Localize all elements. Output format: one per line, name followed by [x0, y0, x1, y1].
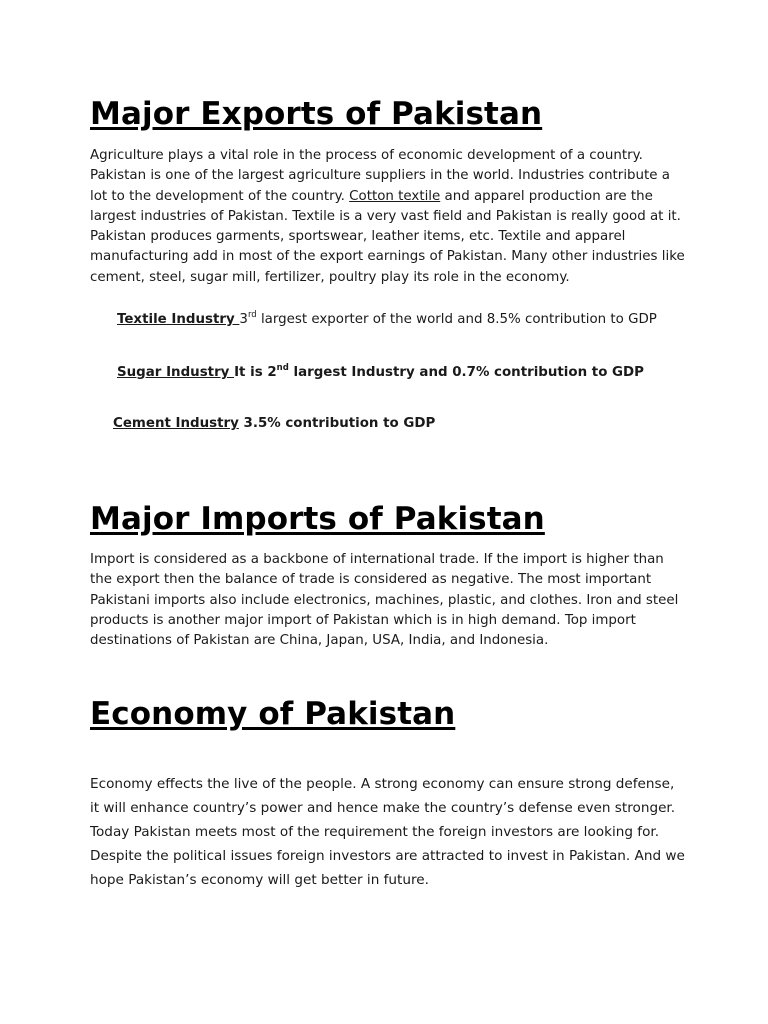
cotton-textile-link: Cotton textile	[349, 188, 441, 204]
imports-paragraph: Import is considered as a backbone of international trade. If the import is higher than the export then the balance of trade is considered as negative. The most important Pakistani imports also include electronics, machines, plastic, and clothes. Iron and steel products is another major import of Pakistan which is in high demand. Top import destinations of Pakistan are China, Japan, USA, India, and Indonesia.	[90, 552, 679, 649]
sugar-industry-detail: largest Industry and 0.7% contribution to GDP	[288, 365, 644, 380]
exports-paragraph-part1: Agriculture plays a vital role in the process of economic development of a country. Pakistan is one of the largest agriculture suppliers in the world. Industries contribute a lot to the development of the country.	[90, 148, 670, 204]
exports-paragraph-part2: and apparel production are the largest industries of Pakistan. Textile is a very vast field and Pakistan is really good at it. Pakistan produces garments, sportswear, leather items, etc. Textile and apparel manufacturing add in most of the export earnings of Pakistan. Many other industries like cement, steel, sugar mill, fertilizer, poultry play its role in the economy.	[90, 188, 685, 285]
cement-industry-detail: 3.5% contribution to GDP	[238, 416, 436, 431]
cement-industry-name: Cement Industry	[113, 416, 239, 431]
economy-paragraph: Economy effects the live of the people. A strong economy can ensure strong defense, it will enhance country’s power and hence make the country’s defense even stronger. Today Pakistan meets most of the requirement the foreign investors are looking for. Despite the political issues foreign investors are attracted to invest in Pakistan. And we hope Pakistan’s economy will get better in future.	[90, 776, 685, 888]
textile-industry-name: Textile Industry	[117, 312, 240, 327]
sugar-industry-line	[117, 363, 644, 383]
sugar-rank-lead: It is 2	[234, 365, 277, 380]
exports-paragraph	[90, 146, 686, 288]
exports-heading: Major Exports of Pakistan	[90, 96, 543, 132]
imports-heading: Major Imports of Pakistan	[90, 501, 545, 537]
textile-rank-number: 3	[239, 312, 248, 327]
textile-industry-line	[117, 310, 657, 330]
textile-rank-suffix: rd	[247, 310, 257, 320]
sugar-industry-name: Sugar Industry	[117, 365, 235, 380]
cement-industry-line	[113, 414, 435, 434]
economy-heading: Economy of Pakistan	[90, 696, 456, 732]
textile-industry-detail: largest exporter of the world and 8.5% contribution to GDP	[256, 312, 657, 327]
sugar-rank-suffix: nd	[276, 363, 289, 373]
